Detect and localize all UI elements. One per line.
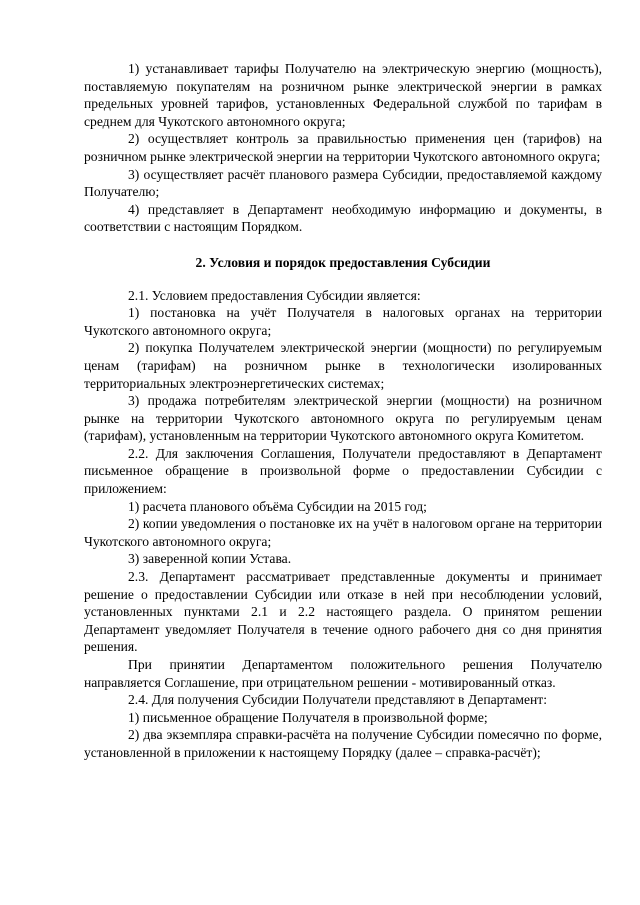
paragraph-2-3-continued: При принятии Департаментом положительного решения Получателю направляется Соглашение, при отрицательном решении - мотивированный отказ. bbox=[84, 657, 602, 690]
paragraph-2-1: 2.1. Условием предоставления Субсидии является: bbox=[128, 287, 421, 303]
paragraph-2-4-item-2: 2) два экземпляра справки-расчёта на получение Субсидии помесячно по форме, установленной в приложении к настоящему Порядку (далее – справка-расчёт); bbox=[84, 727, 602, 760]
section1-item-3: 3) осуществляет расчёт планового размера Субсидии, предоставляемой каждому Получателю; bbox=[84, 166, 602, 200]
paragraph-2-1-item-3: 3) продажа потребителям электрической энергии (мощности) на розничном рынке на территории Чукотского автономного округа по регулируемым ценам (тарифам), установленным на территории Чукотского автономного округа Комитетом. bbox=[84, 393, 602, 444]
paragraph-2-4-item-1: 1) письменное обращение Получателя в произвольной форме; bbox=[128, 709, 488, 725]
section1-item-2: 2) осуществляет контроль за правильностью применения цен (тарифов) на розничном рынке электрической энергии на территории Чукотского автономного округа; bbox=[84, 131, 602, 164]
section1-item-4: 4) представляет в Департамент необходимую информацию и документы, в соответствии с настоящим Порядком. bbox=[84, 201, 602, 235]
paragraph-2-2-item-3: 3) заверенной копии Устава. bbox=[128, 551, 292, 567]
paragraph-2-1-item-1: 1) постановка на учёт Получателя в налоговых органах на территории Чукотского автономного округа; bbox=[84, 305, 602, 338]
document-page bbox=[84, 60, 602, 762]
paragraph-2-3: 2.3. Департамент рассматривает представленные документы и принимает решение о предоставлении Субсидии или отказе в ней при несоблюдении условий, установленных пунктами 2.1 и 2.2 настоящего раздела. О принятом решении Департамент уведомляет Получателя в течение одного рабочего дня со дня принятия решения. bbox=[84, 569, 602, 655]
section2-heading: 2. Условия и порядок предоставления Субсидии bbox=[195, 254, 491, 270]
paragraph-2-1-item-2: 2) покупка Получателем электрической энергии (мощности) по регулируемым ценам (тарифам) на розничном рынке в технологически изолированных территориальных электроэнергетических системах; bbox=[84, 340, 602, 391]
section1-item-1: 1) устанавливает тарифы Получателю на электрическую энергию (мощность), поставляемую покупателям на розничном рынке электрической энергии в рамках предельных уровней тарифов, установленных Федеральной службой по тарифам в среднем для Чукотского автономного округа; bbox=[84, 61, 602, 129]
paragraph-2-2-item-2: 2) копии уведомления о постановке их на учёт в налоговом органе на территории Чукотского автономного округа; bbox=[84, 516, 602, 549]
paragraph-2-2-item-1: 1) расчета планового объёма Субсидии на 2015 год; bbox=[128, 498, 427, 514]
paragraph-2-4: 2.4. Для получения Субсидии Получатели представляют в Департамент: bbox=[128, 692, 548, 708]
paragraph-2-2: 2.2. Для заключения Соглашения, Получатели предоставляют в Департамент письменное обращение в произвольной форме о предоставлении Субсидии с приложением: bbox=[84, 445, 602, 497]
